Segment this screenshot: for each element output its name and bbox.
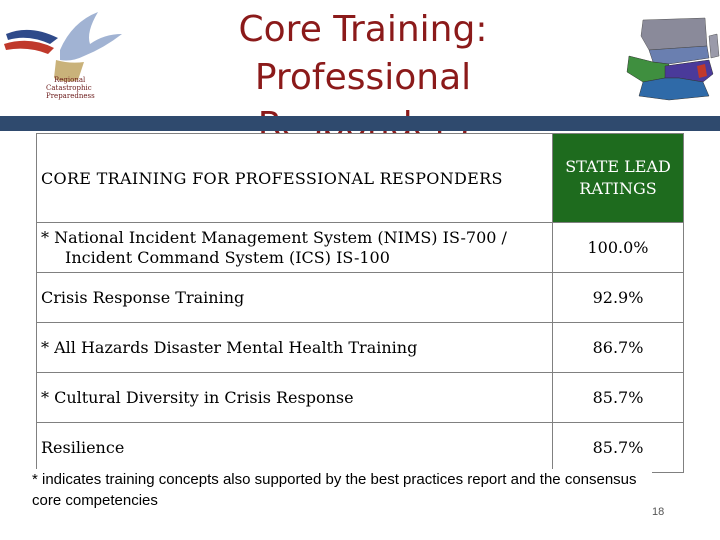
logo-text-line3: Preparedness	[46, 92, 95, 100]
logo-text-line2: Catastrophic	[46, 84, 92, 92]
table-row	[37, 373, 684, 423]
training-name-cell: * Cultural Diversity in Crisis Response	[37, 373, 553, 423]
training-ratings-table	[36, 133, 684, 473]
rating-cell: 86.7%	[553, 323, 684, 373]
header-ratings-line2: RATINGS	[579, 179, 657, 198]
footnote: * indicates training concepts also supported by the best practices report and the consensus core competencies	[32, 469, 652, 511]
header-ratings-line1: STATE LEAD	[565, 157, 671, 176]
rating-cell: 85.7%	[553, 423, 684, 473]
regional-catastrophic-preparedness-logo	[0, 4, 140, 104]
title-line1: Core Training: Professional	[238, 9, 488, 98]
training-name-line2: Incident Command System (ICS) IS-100	[65, 247, 390, 267]
table-row	[37, 423, 684, 473]
table-row	[37, 323, 684, 373]
page-number: 18	[652, 506, 665, 518]
header-training-column: CORE TRAINING FOR PROFESSIONAL RESPONDERS	[37, 134, 553, 223]
training-name-cell: Crisis Response Training	[37, 273, 553, 323]
training-name-cell	[37, 223, 553, 273]
header-divider-bar	[0, 116, 720, 131]
logo-text-line1: Regional	[54, 76, 86, 84]
rating-cell: 92.9%	[553, 273, 684, 323]
header-ratings-column	[553, 134, 684, 223]
table-header-row	[37, 134, 684, 223]
training-name-cell: Resilience	[37, 423, 553, 473]
table-row	[37, 273, 684, 323]
training-name-line1: * National Incident Management System (NIMS) IS-700 /	[41, 227, 507, 247]
rating-cell: 85.7%	[553, 373, 684, 423]
rating-cell: 100.0%	[553, 223, 684, 273]
region-map-image	[609, 16, 720, 104]
table-row	[37, 223, 684, 273]
training-name-cell: * All Hazards Disaster Mental Health Training	[37, 323, 553, 373]
